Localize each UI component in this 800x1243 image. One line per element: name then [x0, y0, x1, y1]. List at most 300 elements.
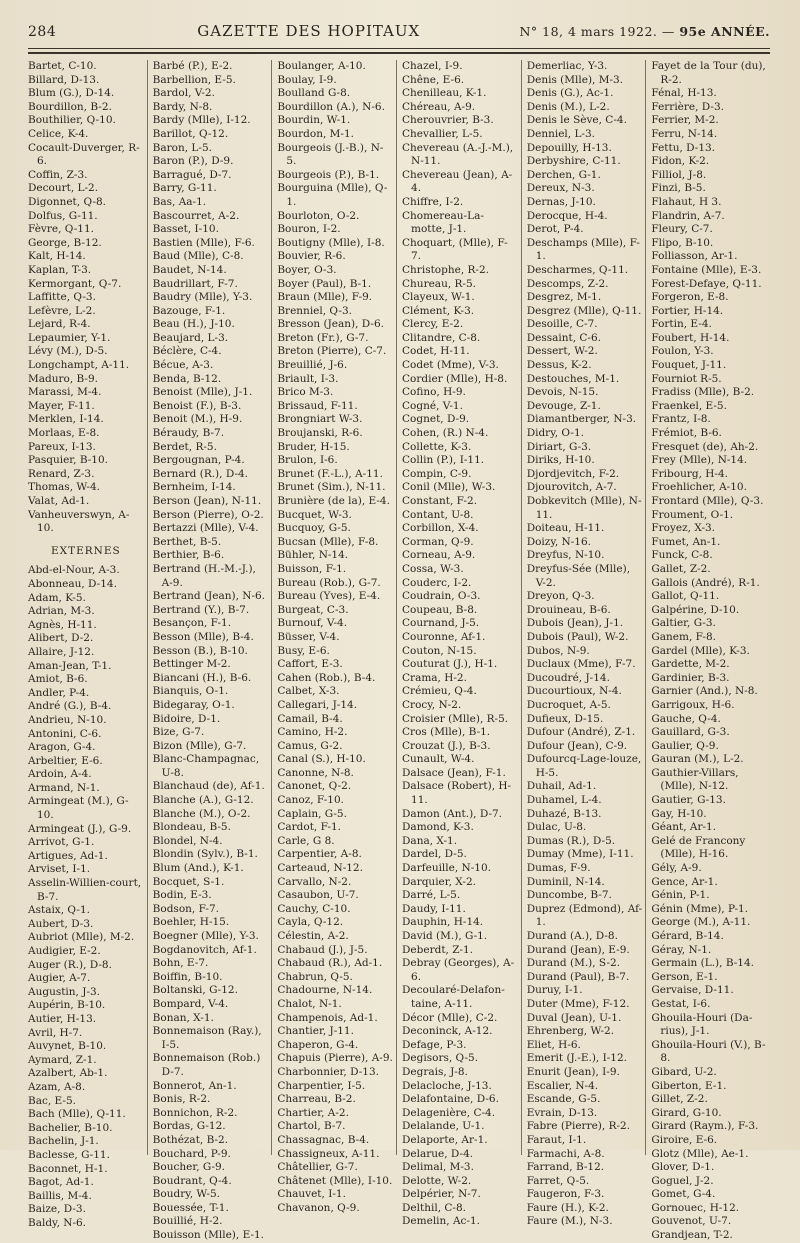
list-entry: Bertrand (Y.), B-7. — [152, 603, 250, 616]
list-entry: Delaporte, Ar-1. — [402, 1133, 488, 1146]
list-entry: Faraut, I-1. — [526, 1133, 587, 1146]
list-entry: Fradiss (Mlle), B-2. — [651, 386, 755, 399]
list-entry: Gauthier-Villars, (Mlle), N-12. — [651, 766, 739, 793]
list-entry: Merklen, I-14. — [28, 413, 104, 426]
list-entry: Degrais, J-8. — [402, 1065, 468, 1078]
list-entry: Bruder, H-15. — [277, 440, 350, 453]
list-entry: Cayla, Q-12. — [277, 916, 344, 929]
list-entry: Chevallier, L-5. — [402, 127, 483, 140]
column-5 — [522, 60, 647, 1228]
list-entry: Gence, Ar-1. — [651, 875, 718, 888]
list-entry: Delagenière, C-4. — [402, 1106, 496, 1119]
list-entry: Frey (Mlle), N-14. — [651, 454, 748, 467]
list-entry: Dufourcq-Lage-louze, H-5. — [526, 753, 642, 779]
list-entry: Aymard, Z-1. — [28, 1053, 97, 1066]
list-entry: Fribourg, H-4. — [651, 467, 728, 480]
issue-date: N° 18, 4 mars 1922. — — [519, 24, 680, 39]
list-entry: Amiot, B-6. — [28, 673, 88, 686]
list-entry: Duhamel, L-4. — [526, 794, 602, 807]
list-entry: Bagot, Ad-1. — [28, 1176, 94, 1189]
list-entry: Dumas (R.), D-5. — [526, 834, 616, 847]
list-entry: Codet, H-11. — [402, 345, 470, 358]
list-entry: Bonnerot, An-1. — [152, 1079, 237, 1092]
page-number: 284 — [28, 24, 57, 40]
list-entry: Bourdillon, B-2. — [28, 100, 112, 113]
list-entry: Fortin, E-4. — [651, 318, 712, 331]
list-entry: Bachelier, B-10. — [28, 1121, 113, 1134]
list-entry: Ferrier, M-2. — [651, 114, 719, 127]
list-entry: Cauchy, C-10. — [277, 902, 351, 915]
list-entry: Chavanon, Q-9. — [277, 1201, 360, 1214]
list-entry: Gomet, G-4. — [651, 1188, 716, 1201]
list-entry: Delthil, C-8. — [402, 1201, 466, 1214]
list-entry: Brongniart W-3. — [277, 413, 363, 426]
list-entry: Bidegaray, O-1. — [152, 698, 235, 711]
list-entry: Chapuis (Pierre), A-9. — [277, 1052, 393, 1065]
list-entry: Camus, G-2. — [277, 739, 343, 752]
list-entry: Fabre (Pierre), R-2. — [526, 1120, 631, 1133]
list-entry: Casaubon, U-7. — [277, 889, 359, 902]
list-entry: Bothézat, B-2. — [152, 1133, 229, 1146]
list-entry: Clément, K-3. — [402, 304, 475, 317]
list-entry: Doiteau, H-11. — [526, 522, 605, 535]
list-entry: Crouzat (J.), B-3. — [402, 739, 491, 752]
list-entry: Derchen, G-1. — [526, 168, 601, 181]
list-entry: Fresquet (de), Ah-2. — [651, 440, 759, 453]
list-entry: Fraenkel, E-5. — [651, 399, 727, 412]
list-entry: Armingeat (M.), G-10. — [28, 795, 129, 822]
list-entry: Daudy, I-11. — [402, 902, 466, 915]
list-entry: Baldy, N-6. — [28, 1216, 87, 1229]
list-entry: Durand (Paul), B-7. — [526, 970, 630, 983]
list-entry: Collin (P.), I-11. — [402, 454, 485, 467]
list-entry: Baron, L-5. — [152, 141, 212, 154]
list-entry: Baize, D-3. — [28, 1203, 86, 1216]
list-entry: Durand (M.), S-2. — [526, 957, 621, 970]
list-entry: Bourdillon (A.), N-6. — [277, 100, 385, 113]
list-entry: Fortier, H-14. — [651, 304, 724, 317]
list-entry: Chadourne, N-14. — [277, 984, 373, 997]
list-entry: George (M.), A-11. — [651, 916, 751, 929]
list-entry: Kalt, H-14. — [28, 250, 86, 263]
list-entry: Baudet, N-14. — [152, 263, 227, 276]
list-entry: Besson (Mlle), B-4. — [152, 630, 254, 643]
list-entry: Duprez (Edmond), Af-1. — [526, 902, 643, 929]
list-entry: Fidon, K-2. — [651, 155, 710, 168]
list-entry: Carpentier, A-8. — [277, 848, 362, 861]
list-entry: Bourdin, W-1. — [277, 114, 351, 127]
list-entry: Bourguina (Mlle), Q-1. — [277, 182, 388, 208]
list-entry: Caffort, E-3. — [277, 658, 343, 671]
list-entry: Escande, G-5. — [526, 1093, 601, 1106]
list-entry: Baron (P.), D-9. — [152, 155, 234, 168]
list-entry: Auvynet, B-10. — [28, 1040, 107, 1053]
list-entry: Djordjevitch, F-2. — [526, 467, 620, 480]
list-entry: Armingeat (J.), G-9. — [28, 822, 132, 835]
list-entry: Avril, H-7. — [28, 1026, 83, 1039]
list-entry: Damond, K-3. — [402, 821, 474, 834]
list-entry: Bureau (Yves), E-4. — [277, 590, 381, 603]
list-entry: Carteaud, N-12. — [277, 862, 363, 875]
list-entry: Boiffin, B-10. — [152, 970, 223, 983]
list-entry: Darfeuille, N-10. — [402, 862, 491, 875]
list-entry: Andler, P-4. — [28, 686, 90, 699]
list-entry: Enurit (Jean), I-9. — [526, 1065, 620, 1078]
header-rule — [28, 48, 770, 49]
list-entry: Pasquier, B-10. — [28, 454, 108, 467]
list-entry: Gauche, Q-4. — [651, 712, 721, 725]
list-entry: Descharmes, Q-11. — [526, 263, 629, 276]
list-entry: Bordas, G-12. — [152, 1120, 226, 1133]
list-entry: Faure (H.), K-2. — [526, 1201, 609, 1214]
list-entry: Bidoire, D-1. — [152, 712, 221, 725]
list-entry: Bouvier, R-6. — [277, 250, 346, 263]
list-entry: Büsser, V-4. — [277, 630, 340, 643]
list-entry: Fettu, D-13. — [651, 141, 716, 154]
list-entry: Glover, D-1. — [651, 1161, 715, 1174]
list-entry: Ardoin, A-4. — [28, 768, 92, 781]
list-entry: Folliasson, Ar-1. — [651, 250, 738, 263]
list-entry: Couton, N-15. — [402, 644, 477, 657]
list-entry: Gérard, B-14. — [651, 930, 724, 942]
list-entry: Coffin, Z-3. — [28, 168, 88, 181]
list-entry: Diriks, H-10. — [526, 454, 595, 467]
list-entry: Briault, I-3. — [277, 372, 339, 385]
list-entry: Fouquet, J-11. — [651, 359, 727, 372]
list-entry: Cahen (Rob.), B-4. — [277, 671, 376, 684]
list-entry: Cros (Mlle), B-1. — [402, 726, 491, 739]
list-entry: Duncombe, B-7. — [526, 889, 612, 902]
list-entry: Blanche (M.), O-2. — [152, 807, 251, 820]
list-entry: Dobkevitch (Mlle), N-11. — [526, 495, 642, 521]
list-entry: Lejard, R-4. — [28, 318, 91, 331]
list-entry: Filliol, J-8. — [651, 168, 707, 181]
list-entry: Christophe, R-2. — [402, 263, 489, 276]
list-entry: Chazel, I-9. — [402, 60, 463, 72]
list-entry: Brenniel, Q-3. — [277, 304, 352, 317]
list-entry: Baudrillart, F-7. — [152, 277, 238, 290]
list-entry: Couderc, I-2. — [402, 576, 472, 589]
list-entry: Dreyon, Q-3. — [526, 590, 595, 603]
list-entry: Doizy, N-16. — [526, 535, 591, 548]
list-entry: Cogné, V-1. — [402, 399, 463, 412]
list-entry: Camino, H-2. — [277, 726, 348, 739]
list-entry: Chassagnac, B-4. — [277, 1133, 370, 1146]
list-entry: Dreyfus-Sée (Mlle), V-2. — [526, 562, 631, 589]
list-entry: Bourdon, M-1. — [277, 127, 354, 140]
list-entry: Didry, O-1. — [526, 427, 584, 440]
section-heading: EXTERNES — [50, 544, 121, 557]
list-entry: Benoist (F.), B-3. — [152, 399, 242, 412]
list-entry: Gardette, M-2. — [651, 658, 730, 671]
list-entry: Charpentier, I-5. — [277, 1079, 366, 1092]
list-entry: Valat, Ad-1. — [28, 495, 90, 507]
list-entry: Fontaine (Mlle), E-3. — [651, 263, 762, 276]
list-entry: Decoularé-Delafon-taine, A-11. — [402, 984, 505, 1010]
list-entry: Kermorgant, Q-7. — [28, 277, 122, 290]
list-entry: Grandjean, T-2. — [651, 1229, 733, 1242]
list-entry: Bardol, V-2. — [152, 87, 215, 100]
list-entry: Dessus, K-2. — [526, 359, 592, 372]
list-entry: Celice, K-4. — [28, 127, 89, 140]
list-entry: Benoit (M.), H-9. — [152, 413, 243, 426]
list-entry: Demerliac, Y-3. — [526, 60, 608, 72]
list-entry: Girard (Raym.), F-3. — [651, 1120, 759, 1133]
list-entry: Gillet, Z-2. — [651, 1093, 708, 1106]
list-entry: Farmachi, A-8. — [526, 1147, 605, 1160]
list-entry: Compin, C-9. — [402, 467, 472, 480]
name-list-columns — [28, 60, 770, 1242]
list-entry: Canoz, F-10. — [277, 794, 344, 807]
list-entry: Dreyfus, N-10. — [526, 549, 605, 562]
list-entry: Bucquet, W-3. — [277, 508, 352, 521]
list-entry: Duhazé, B-13. — [526, 807, 602, 820]
list-entry: Baud (Mlle), C-8. — [152, 250, 244, 263]
list-entry: Barbellion, E-5. — [152, 73, 236, 86]
list-entry: Boulanger, A-10. — [277, 60, 366, 72]
list-entry: Bizon (Mlle), G-7. — [152, 739, 247, 752]
list-entry: Besançon, F-1. — [152, 617, 232, 630]
list-entry: Dumay (Mme), I-11. — [526, 848, 634, 861]
list-entry: Denis (M.), L-2. — [526, 100, 610, 113]
list-entry: Crocy, N-2. — [402, 698, 462, 711]
list-entry: Cherouvrier, B-3. — [402, 114, 494, 127]
list-entry: Farrand, B-12. — [526, 1161, 605, 1174]
list-entry: Dernas, J-10. — [526, 195, 596, 208]
list-entry: Baclesse, G-11. — [28, 1148, 110, 1161]
list-entry: Gaulier, Q-9. — [651, 739, 719, 752]
list-entry: Berdet, R-5. — [152, 440, 217, 453]
list-entry: Dalsace (Jean), F-1. — [402, 766, 506, 779]
list-entry: Cossa, W-3. — [402, 562, 464, 575]
list-entry: Galpérine, D-10. — [651, 603, 740, 616]
list-entry: Choquart, (Mlle), F-7. — [402, 236, 508, 263]
list-entry: Faugeron, F-3. — [526, 1188, 605, 1201]
list-entry: Deconinck, A-12. — [402, 1025, 493, 1038]
list-entry: Berthier, B-6. — [152, 549, 225, 562]
list-entry: Fumet, An-1. — [651, 535, 721, 548]
list-entry: Génin (Mme), P-1. — [651, 902, 749, 915]
list-entry: Clercy, E-2. — [402, 318, 464, 331]
list-entry: George, B-12. — [28, 236, 102, 249]
list-entry: Bac, E-5. — [28, 1094, 76, 1107]
list-entry: Benoist (Mlle), J-1. — [152, 386, 253, 399]
list-entry: Giberton, E-1. — [651, 1079, 727, 1092]
list-entry: Garrigoux, H-6. — [651, 698, 735, 711]
list-entry: Beau (H.), J-10. — [152, 318, 235, 331]
list-entry: Bettinger M-2. — [152, 658, 231, 671]
list-entry: Bourgeois (P.), B-1. — [277, 168, 380, 181]
list-entry: Durand (Jean), E-9. — [526, 943, 630, 956]
column-1 — [28, 60, 148, 1229]
issue-year: 95e ANNÉE. — [679, 24, 770, 39]
list-entry: Thomas, W-4. — [28, 481, 100, 494]
list-entry: Frontard (Mlle), Q-3. — [651, 495, 764, 507]
list-entry: Duhail, Ad-1. — [526, 780, 597, 793]
list-entry: Ducroquet, A-5. — [526, 698, 611, 711]
list-entry: Génin, P-1. — [651, 889, 710, 902]
list-entry: Charbonnier, D-13. — [277, 1065, 379, 1078]
list-entry: Géray, N-1. — [651, 943, 712, 956]
list-entry: Cunault, W-4. — [402, 753, 475, 766]
list-entry: Canal (S.), H-10. — [277, 753, 366, 766]
list-entry: Bogdanovitch, Af-1. — [152, 943, 257, 956]
list-entry: Chiffre, I-2. — [402, 195, 464, 208]
list-entry: Ducoudré, J-14. — [526, 671, 610, 684]
list-entry: Gély, A-9. — [651, 862, 702, 875]
list-entry: Bonis, R-2. — [152, 1093, 211, 1106]
list-entry: Bianquis, O-1. — [152, 685, 229, 698]
list-entry: Couronne, Af-1. — [402, 630, 486, 643]
list-entry: Conil (Mlle), W-3. — [402, 481, 496, 494]
list-entry: Boudry, W-5. — [152, 1188, 221, 1201]
list-entry: Célestin, A-2. — [277, 930, 349, 942]
list-entry: Lepaumier, Y-1. — [28, 331, 111, 344]
list-entry: Callegari, J-14. — [277, 698, 358, 711]
list-entry: Bascourret, A-2. — [152, 209, 240, 222]
list-entry: Abonneau, D-14. — [28, 577, 117, 590]
list-entry: Cournand, J-5. — [402, 617, 480, 630]
list-entry: Gibard, U-2. — [651, 1065, 717, 1078]
list-entry: Adrian, M-3. — [28, 605, 95, 618]
list-entry: Bartet, C-10. — [28, 60, 97, 72]
list-entry: Diriart, G-3. — [526, 440, 592, 453]
list-entry: Aman-Jean, T-1. — [28, 659, 112, 672]
list-entry: Camail, B-4. — [277, 712, 343, 725]
list-entry: Chomereau-La-motte, J-1. — [402, 209, 484, 236]
list-entry: Bachelin, J-1. — [28, 1135, 99, 1148]
list-entry: Farret, Q-5. — [526, 1174, 590, 1187]
list-entry: Décor (Mlle), C-2. — [402, 1011, 498, 1024]
list-entry: Brico M-3. — [277, 386, 334, 399]
list-entry: Gornouec, H-12. — [651, 1201, 740, 1214]
list-entry: Duclaux (Mme), F-7. — [526, 658, 636, 671]
list-entry: Clayeux, W-1. — [402, 291, 475, 304]
list-entry: Djourovitch, A-7. — [526, 481, 617, 494]
list-entry: Alibert, D-2. — [28, 632, 94, 645]
list-entry: Degisors, Q-5. — [402, 1052, 479, 1065]
list-entry: Dubois (Paul), W-2. — [526, 630, 629, 643]
list-entry: Desgrez (Mlle), Q-11. — [526, 304, 642, 317]
list-entry: Ganem, F-8. — [651, 630, 716, 643]
list-entry: Deschamps (Mlle), F-1. — [526, 236, 640, 263]
list-entry: Dulac, U-8. — [526, 821, 587, 834]
list-entry: Boyer, O-3. — [277, 263, 337, 276]
list-entry: Frémiot, B-6. — [651, 427, 722, 440]
list-entry: Chaperon, G-4. — [277, 1038, 359, 1051]
header-rule-thick — [28, 52, 770, 54]
list-entry: Denis le Sève, C-4. — [526, 114, 627, 127]
list-entry: Derot, P-4. — [526, 223, 584, 236]
list-entry: Azalbert, Ab-1. — [28, 1067, 108, 1080]
list-entry: André (G.), B-4. — [28, 700, 112, 713]
list-entry: Bach (Mlle), Q-11. — [28, 1108, 126, 1121]
list-entry: Deberdt, Z-1. — [402, 943, 474, 956]
list-entry: Giroire, E-6. — [651, 1133, 718, 1146]
list-entry: Froyez, X-3. — [651, 522, 716, 535]
list-entry: Chassigneux, A-11. — [277, 1147, 380, 1160]
list-entry: Braun (Mlle), F-9. — [277, 291, 373, 304]
list-entry: Dufieux, D-15. — [526, 712, 604, 725]
list-entry: Dufour (André), Z-1. — [526, 726, 636, 739]
list-entry: Besson (B.), B-10. — [152, 644, 248, 657]
list-entry: Audigier, E-2. — [28, 945, 101, 957]
publication-title: GAZETTE DES HOPITAUX — [197, 22, 421, 40]
list-entry: Delarue, D-4. — [402, 1147, 474, 1160]
list-entry: Dereux, N-3. — [526, 182, 595, 195]
list-entry: Dubois (Jean), J-1. — [526, 617, 624, 630]
column-3 — [272, 60, 397, 1214]
list-entry: Maduro, B-9. — [28, 372, 98, 385]
list-entry: Bodin, E-3. — [152, 889, 212, 902]
list-entry: Gay, H-10. — [651, 807, 707, 820]
list-entry: Funck, C-8. — [651, 549, 713, 562]
list-entry: Baconnet, H-1. — [28, 1162, 108, 1175]
list-entry: Baudry (Mlle), Y-3. — [152, 291, 253, 304]
list-entry: Brunet (F.-L.), A-11. — [277, 467, 383, 480]
list-entry: Cordier (Mlle), H-8. — [402, 372, 508, 385]
list-entry: Canonne, N-8. — [277, 766, 354, 779]
list-entry: Delpérier, N-7. — [402, 1188, 481, 1201]
list-entry: Forgeron, E-8. — [651, 291, 729, 304]
list-entry: Arrivot, G-1. — [28, 836, 95, 849]
list-entry: Chartol, B-7. — [277, 1120, 346, 1133]
list-entry: Boehler, H-15. — [152, 916, 230, 929]
list-entry: Andrieu, N-10. — [28, 713, 107, 726]
list-entry: Ducourtioux, N-4. — [526, 685, 622, 698]
list-entry: Bazouge, F-1. — [152, 304, 226, 317]
list-entry: Bertrand (H.-M.-J.), A-9. — [152, 562, 256, 589]
list-entry: Delotte, W-2. — [402, 1174, 472, 1187]
list-entry: Boyer (Paul), B-1. — [277, 277, 372, 290]
list-entry: Berthet, B-5. — [152, 535, 222, 548]
list-entry: Chêne, E-6. — [402, 73, 465, 86]
list-entry: Fleury, C-7. — [651, 223, 713, 236]
list-entry: Chevereau (Jean), A-4. — [402, 168, 513, 195]
list-entry: Germain (L.), B-14. — [651, 957, 754, 970]
list-entry: Bergougnan, P-4. — [152, 454, 245, 467]
list-entry: Flipo, B-10. — [651, 236, 714, 249]
list-entry: Darquier, X-2. — [402, 875, 476, 888]
list-entry: Abd-el-Nour, A-3. — [28, 564, 120, 577]
list-entry: Blondin (Sylv.), B-1. — [152, 848, 258, 861]
list-entry: Croisier (Mlle), R-5. — [402, 712, 509, 725]
list-entry: Gallot, Q-11. — [651, 590, 720, 603]
list-entry: Renard, Z-3. — [28, 467, 95, 480]
list-entry: Demelin, Ac-1. — [402, 1215, 481, 1228]
list-entry: Froument, O-1. — [651, 508, 734, 521]
list-entry: Duminil, N-14. — [526, 875, 605, 888]
list-entry: Delalande, U-1. — [402, 1120, 485, 1133]
list-entry: Fénal, H-13. — [651, 87, 717, 100]
list-entry: Corman, Q-9. — [402, 535, 474, 548]
list-entry: Flandrin, A-7. — [651, 209, 725, 222]
list-entry: Cardot, F-1. — [277, 821, 341, 834]
list-entry: Breuillié, J-6. — [277, 359, 348, 372]
list-entry: Bonan, X-1. — [152, 1011, 214, 1024]
list-entry: Depouilly, H-13. — [526, 141, 612, 154]
list-entry: Gervaise, D-11. — [651, 984, 734, 997]
list-entry: Decourt, L-2. — [28, 182, 99, 195]
list-entry: Lefèvre, L-2. — [28, 304, 96, 317]
list-entry: Dessaint, C-6. — [526, 331, 601, 344]
list-entry: Vanheuverswyn, A-10. — [28, 508, 130, 535]
list-entry: Bompard, V-4. — [152, 997, 229, 1010]
list-entry: Couturat (J.), H-1. — [402, 658, 498, 671]
list-entry: Beaujard, L-3. — [152, 331, 229, 344]
list-entry: Debray (Georges), A-6. — [402, 957, 515, 983]
list-entry: Caplain, G-5. — [277, 807, 347, 820]
